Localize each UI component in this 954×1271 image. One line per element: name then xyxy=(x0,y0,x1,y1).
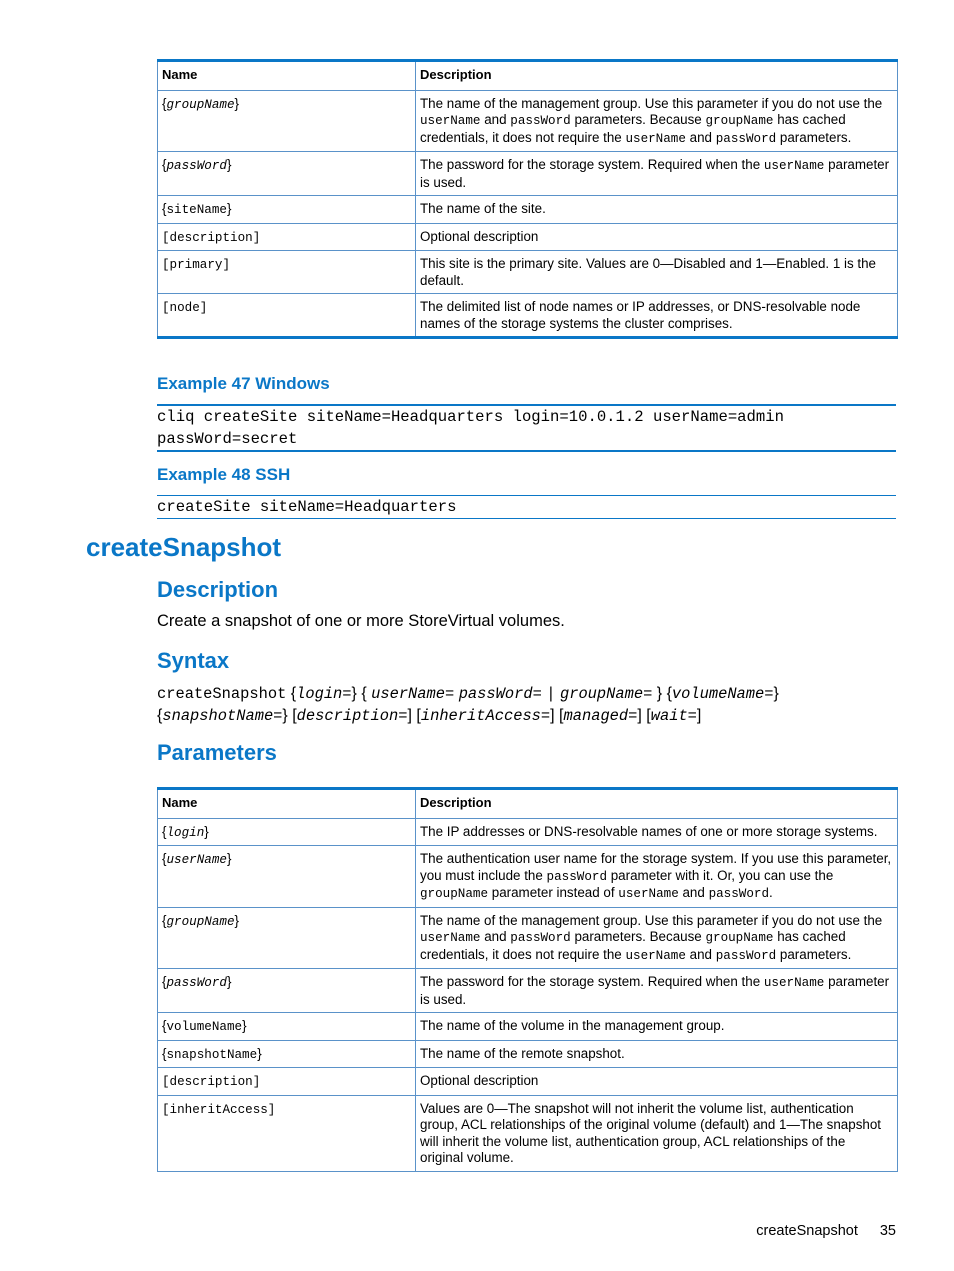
parameter-description-cell xyxy=(416,1095,898,1171)
description-text: Values are 0—The snapshot will not inherit the volume list, authentication group, ACL relationships of the original volume (default) and 1—The snapshot will inherit the volume list, authentication group, ACL relationships of the original volume. xyxy=(420,1100,882,1165)
section-title: createSnapshot xyxy=(86,532,282,562)
syntax-block: createSnapshot {login=} { userName= passWord= | groupName= } {volumeName=} {snapshotName=} [description=] [inheritAccess=] [managed=] [wait=] xyxy=(157,685,779,725)
description-text: The name of the management group. Use this parameter if you do not use the xyxy=(420,95,883,111)
example-48-title: Example 48 SSH xyxy=(157,465,291,484)
description-text: and xyxy=(480,112,511,127)
description-text: The name of the volume in the management group. xyxy=(420,1018,725,1033)
parameter-name-cell xyxy=(158,846,416,908)
brace-close: } xyxy=(242,1018,247,1033)
description-text: and xyxy=(685,946,716,962)
parameter-name: [description] xyxy=(162,1075,261,1089)
table-row xyxy=(158,1040,898,1068)
brace-close: } xyxy=(226,974,232,989)
syntax-description: description= xyxy=(296,707,408,725)
code-line: cliq createSite siteName=Headquarters login=10.0.1.2 userName=admin xyxy=(157,408,784,426)
table-row xyxy=(158,196,898,224)
parameter-name: login xyxy=(166,825,205,840)
brace-open: { xyxy=(162,1045,167,1061)
code-line: createSite siteName=Headquarters xyxy=(157,498,457,516)
table-row xyxy=(158,846,898,908)
parameter-name: groupName xyxy=(166,914,235,929)
description-text: has cached credentials, it does not require the xyxy=(420,112,846,145)
inline-code: passWord xyxy=(715,131,777,146)
parameter-description-cell xyxy=(416,223,898,251)
create-site-parameters-table xyxy=(157,59,898,339)
description-text: and xyxy=(685,129,716,145)
description-text: The password for the storage system. Required when the xyxy=(420,974,764,989)
column-header-name: Name xyxy=(158,789,416,819)
table-body xyxy=(158,90,898,338)
description-text: has cached credentials, it does not require the xyxy=(420,929,846,962)
syntax-inheritaccess: inheritAccess= xyxy=(420,707,551,725)
parameter-name: groupName xyxy=(166,97,235,112)
table-row xyxy=(158,90,898,152)
table-row xyxy=(158,223,898,251)
description-text: Optional description xyxy=(420,1073,539,1088)
description-text: parameter instead of xyxy=(488,885,619,900)
inline-code: passWord xyxy=(510,114,571,128)
syntax-snapshotname: snapshotName= xyxy=(162,707,283,725)
parameter-name: [node] xyxy=(162,301,208,315)
table-row xyxy=(158,294,898,338)
table-row xyxy=(158,1095,898,1171)
parameter-description-cell xyxy=(416,1013,898,1041)
inline-code: passWord xyxy=(510,931,571,945)
parameter-name-cell xyxy=(158,196,416,224)
brace-close: } xyxy=(234,912,239,928)
syntax-wait: wait= xyxy=(650,707,697,725)
table-row xyxy=(158,1068,898,1096)
description-text: parameters. xyxy=(776,129,852,145)
example-48-code xyxy=(157,495,896,519)
parameter-name: snapshotName xyxy=(166,1047,258,1062)
syntax-groupname: groupName= xyxy=(559,685,653,703)
table-body xyxy=(158,818,898,1171)
example-47-title: Example 47 Windows xyxy=(157,374,330,393)
description-text: The password for the storage system. Required when the xyxy=(420,157,764,172)
brace-close: } xyxy=(204,823,209,839)
brace-close: } xyxy=(226,157,232,172)
parameter-description-cell xyxy=(416,196,898,224)
inline-code: groupName xyxy=(420,887,489,901)
brace-open: { xyxy=(162,95,167,111)
inline-code: passWord xyxy=(715,948,777,963)
parameter-name: passWord xyxy=(166,159,227,173)
parameter-name-cell xyxy=(158,251,416,294)
inline-code: groupName xyxy=(705,114,774,128)
brace-close: } xyxy=(257,1045,262,1061)
inline-code: userName xyxy=(763,159,825,173)
column-header-description: Description xyxy=(416,61,898,91)
syntax-login: login= xyxy=(296,685,352,703)
description-text: Optional description xyxy=(420,228,539,244)
description-text: This site is the primary site. Values are 0—Disabled and 1—Enabled. 1 is the default. xyxy=(420,256,877,288)
parameter-description-cell xyxy=(416,1040,898,1068)
brace-open: { xyxy=(162,157,167,172)
column-header-name: Name xyxy=(158,61,416,91)
inline-code: groupName xyxy=(705,931,774,945)
column-header-description: Description xyxy=(416,789,898,819)
description-text: The IP addresses or DNS-resolvable names of one or more storage systems. xyxy=(420,823,878,839)
parameter-description-cell xyxy=(416,251,898,294)
table-row xyxy=(158,1013,898,1041)
parameter-name-cell xyxy=(158,90,416,152)
parameter-name-cell xyxy=(158,1040,416,1068)
parameter-name: siteName xyxy=(166,203,227,217)
description-text: parameter is used. xyxy=(420,157,890,190)
table-row xyxy=(158,152,898,196)
parameter-name-cell xyxy=(158,818,416,846)
brace-open: { xyxy=(162,823,167,839)
inline-code: userName xyxy=(625,131,686,146)
table-row xyxy=(158,907,898,969)
inline-code: userName xyxy=(618,887,679,901)
description-text: parameter with it. Or, you can use the xyxy=(607,867,834,883)
inline-code: userName xyxy=(763,976,825,990)
description-heading: Description xyxy=(157,577,279,602)
parameter-description-cell xyxy=(416,818,898,846)
syntax-username: userName= xyxy=(371,685,455,703)
parameter-name: volumeName xyxy=(166,1020,243,1034)
description-text: and xyxy=(480,929,511,944)
parameter-description-cell xyxy=(416,846,898,908)
description-text: Create a snapshot of one or more StoreVirtual volumes. xyxy=(157,612,565,630)
parameter-name-cell xyxy=(158,969,416,1013)
create-snapshot-parameters-table xyxy=(157,787,898,1172)
description-text: The name of the management group. Use this parameter if you do not use the xyxy=(420,912,883,928)
description-text: The name of the site. xyxy=(420,201,546,216)
brace-open: { xyxy=(162,851,167,866)
table-row xyxy=(158,251,898,294)
parameter-name-cell xyxy=(158,1068,416,1096)
syntax-heading: Syntax xyxy=(157,648,230,673)
table-row xyxy=(158,969,898,1013)
parameter-name: [primary] xyxy=(162,258,231,272)
parameter-name-cell xyxy=(158,1013,416,1041)
inline-code: passWord xyxy=(546,869,608,884)
inline-code: userName xyxy=(420,114,481,128)
parameter-name: userName xyxy=(166,853,227,867)
brace-open: { xyxy=(162,1018,167,1033)
description-text: parameter is used. xyxy=(420,974,890,1007)
parameter-name: [description] xyxy=(162,230,261,245)
parameter-name: passWord xyxy=(166,976,227,990)
description-text: parameters. Because xyxy=(570,929,706,944)
brace-close: } xyxy=(234,95,239,111)
parameter-description-cell xyxy=(416,90,898,152)
parameter-description-cell xyxy=(416,294,898,338)
parameter-name-cell xyxy=(158,152,416,196)
description-text: The authentication user name for the storage system. If you use this parameter, you must include the xyxy=(420,851,892,883)
description-text: The delimited list of node names or IP addresses, or DNS-resolvable node names of the storage systems the cluster comprises. xyxy=(420,299,861,331)
syntax-password: passWord= xyxy=(458,685,542,703)
parameter-description-cell xyxy=(416,152,898,196)
syntax-volumename: volumeName= xyxy=(671,685,774,703)
description-text: parameters. Because xyxy=(570,112,706,127)
parameter-name-cell xyxy=(158,1095,416,1171)
footer-label: createSnapshot xyxy=(756,1223,858,1239)
page-footer xyxy=(756,1223,896,1239)
brace-open: { xyxy=(162,912,167,928)
code-line: passWord=secret xyxy=(157,430,298,448)
parameter-name-cell xyxy=(158,294,416,338)
brace-close: } xyxy=(226,201,232,216)
page-number: 35 xyxy=(879,1223,896,1239)
syntax-pipe: | xyxy=(546,685,556,703)
syntax-managed: managed= xyxy=(563,707,638,725)
example-47-code xyxy=(157,404,896,452)
parameter-name-cell xyxy=(158,223,416,251)
parameter-name: [inheritAccess] xyxy=(162,1102,276,1117)
inline-code: userName xyxy=(625,948,686,963)
brace-open: { xyxy=(162,201,167,216)
parameter-description-cell xyxy=(416,1068,898,1096)
description-text: The name of the remote snapshot. xyxy=(420,1045,625,1061)
brace-close: } xyxy=(226,851,232,866)
parameter-description-cell xyxy=(416,969,898,1013)
inline-code: passWord xyxy=(708,887,770,901)
parameter-name-cell xyxy=(158,907,416,969)
table-header-row xyxy=(158,789,898,819)
parameter-description-cell xyxy=(416,907,898,969)
description-text: . xyxy=(769,885,773,900)
syntax-command: createSnapshot xyxy=(157,685,287,703)
table-header-row xyxy=(158,61,898,91)
description-text: parameters. xyxy=(776,946,852,962)
brace-open: { xyxy=(162,974,167,989)
table-row xyxy=(158,818,898,846)
parameters-heading: Parameters xyxy=(157,740,277,765)
inline-code: userName xyxy=(420,931,481,945)
description-text: and xyxy=(678,885,709,900)
